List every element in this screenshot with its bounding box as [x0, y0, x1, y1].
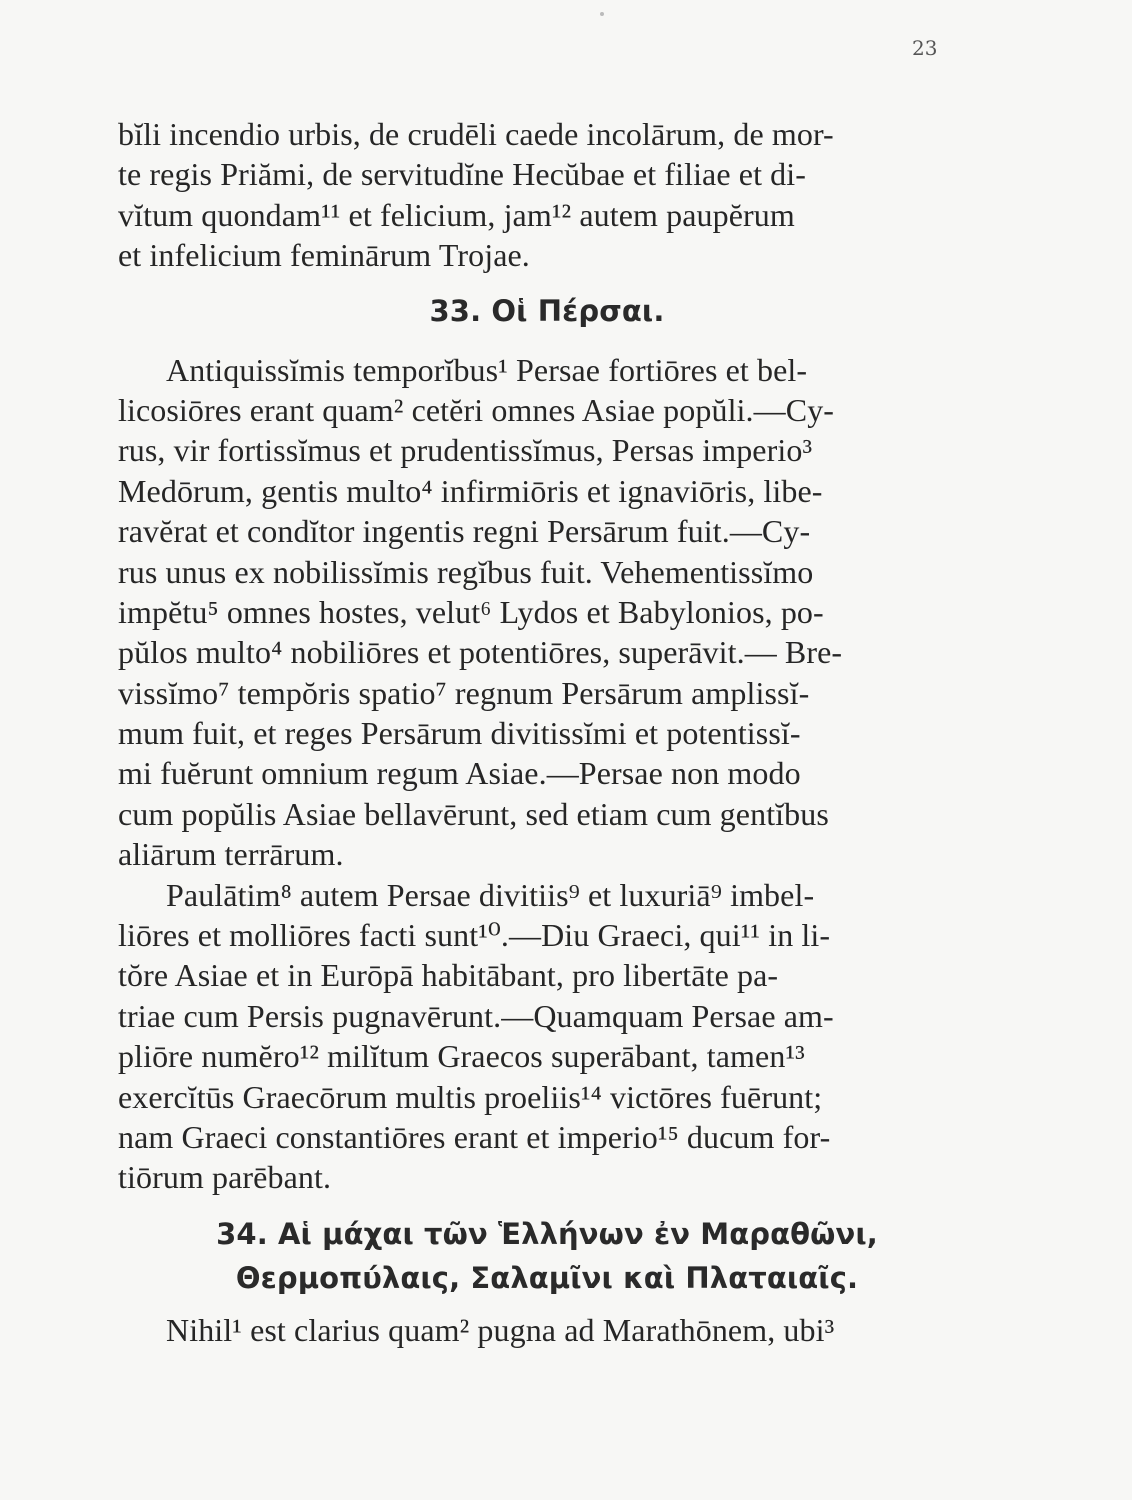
text-line: bĭli incendio urbis, de crudēli caede incolārum, de mor- — [118, 116, 834, 152]
text-line: vĭtum quondam¹¹ et felicium, jam¹² autem paupĕrum — [118, 196, 795, 233]
text-line: Nihil¹ est clarius quam² pugna ad Marathōnem, ubi³ — [166, 1311, 835, 1348]
section-heading-34-line2: Θερμοπύλαις, Σαλαμῖνι καὶ Πλαταιαῖς. — [235, 1260, 859, 1295]
paragraph-marathon — [118, 1310, 976, 1350]
text-line: rus unus ex nobilissĭmis regĭbus fuit. Vehementissĭmo — [118, 553, 814, 590]
text-line: licosiōres erant quam² cetĕri omnes Asiae popŭli.—Cy- — [118, 391, 835, 428]
text-line: cum popŭlis Asiae bellavērunt, sed etiam cum gentĭbus — [118, 795, 829, 832]
text-line: te regis Priămi, de servitudĭne Hecŭbae et filiae et di- — [118, 156, 807, 193]
text-line: aliārum terrārum. — [118, 836, 344, 873]
text-line: nam Graeci constantiōres erant et imperio¹⁵ ducum for- — [118, 1118, 831, 1155]
text-line: Medōrum, gentis multo⁴ infirmiōris et ignaviōris, libe- — [118, 472, 823, 509]
text-line: et infelicium feminārum Trojae. — [118, 237, 530, 274]
text-line: mi fuĕrunt omnium regum Asiae.—Persae non modo — [118, 755, 801, 792]
text-line: tiōrum parēbant. — [118, 1159, 332, 1196]
text-line: ravĕrat et condĭtor ingentis regni Persārum fuit.—Cy- — [118, 513, 811, 550]
page-text — [118, 114, 976, 1350]
text-line: triae cum Persis pugnavērunt.—Quamquam Persae am- — [118, 997, 834, 1034]
paragraph-troy — [118, 114, 976, 276]
text-line: pliōre numĕro¹² milĭtum Graecos superābant, tamen¹³ — [118, 1038, 805, 1075]
page-number: 23 — [912, 36, 938, 60]
text-line: vissĭmo⁷ tempŏris spatio⁷ regnum Persārum amplissĭ- — [118, 674, 810, 711]
text-line: rus, vir fortissĭmus et prudentissĭmus, Persas imperio³ — [118, 432, 813, 469]
paragraph-persae-2 — [118, 875, 976, 1198]
text-line: Antiquissĭmis temporĭbus¹ Persae fortiōres et bel- — [166, 351, 808, 388]
text-line: impĕtu⁵ omnes hostes, velut⁶ Lydos et Babylonios, po- — [118, 593, 824, 630]
section-heading-34-line1: 34. Αἱ μάχαι τῶν Ἑλλήνων ἐν Μαραθῶνι, — [216, 1216, 878, 1251]
text-line: exercĭtūs Graecōrum multis proeliis¹⁴ victōres fuērunt; — [118, 1078, 823, 1115]
speck-mark — [600, 12, 604, 16]
text-line: mum fuit, et reges Persārum divitissĭmi et potentissĭ- — [118, 715, 801, 752]
paragraph-persae-1 — [118, 350, 976, 875]
section-heading-33: 33. Οἱ Πέρσαι. — [429, 293, 665, 328]
text-line: pŭlos multo⁴ nobiliōres et potentiōres, superāvit.— Bre- — [118, 634, 843, 671]
text-line: liōres et molliōres facti sunt¹⁰.—Diu Graeci, qui¹¹ in li- — [118, 917, 831, 954]
text-line: tŏre Asiae et in Eurōpā habitābant, pro libertāte pa- — [118, 957, 779, 994]
text-line: Paulātim⁸ autem Persae divitiis⁹ et luxuriā⁹ imbel- — [166, 876, 815, 913]
